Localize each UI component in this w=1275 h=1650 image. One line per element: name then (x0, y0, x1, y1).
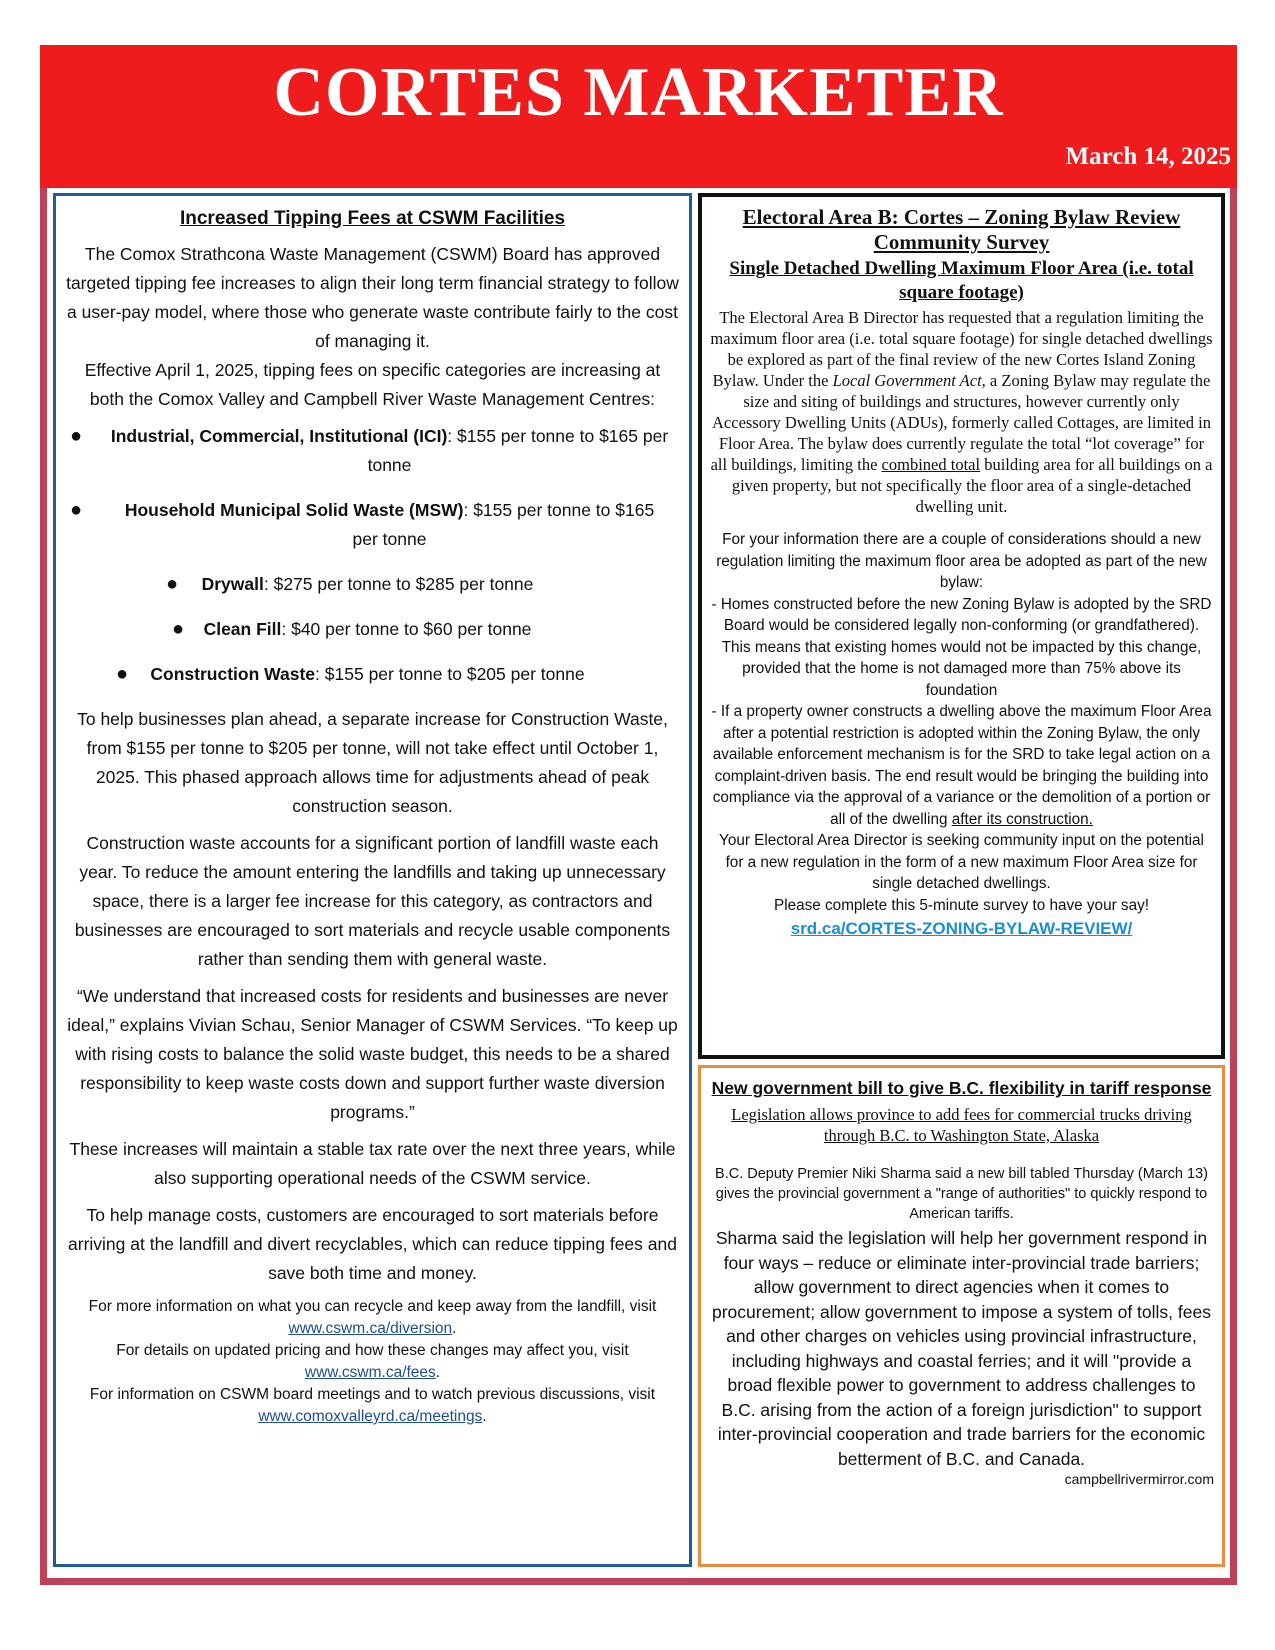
fees-link[interactable]: www.cswm.ca/fees (304, 1364, 436, 1381)
tipping-fees-article (53, 193, 692, 1567)
zoning-survey-article (698, 193, 1225, 1059)
consideration-grandfathered: - Homes constructed before the new Zoning Bylaw is adopted by the SRD Board would be considered legally non-conforming (or grandfathered). This means that existing homes would not be impacted by this change, provided that the home is not damaged more than 75% above its foundation (711, 595, 1212, 699)
bullet-icon: ● (116, 663, 129, 685)
bullet-icon: ● (70, 425, 83, 447)
bullet-icon: ● (172, 618, 185, 640)
plan-ahead-paragraph: To help businesses plan ahead, a separate increase for Construction Waste, from $155 per tonne to $205 per tonne, will not take effect until October 1, 2025. This phased approach allows time for adjustments ahead of peak construction season. (77, 709, 668, 816)
content-area (47, 188, 1230, 1578)
issue-date: March 14, 2025 (1065, 143, 1231, 170)
director-input-paragraph: Your Electoral Area Director is seeking community input on the potential for a new regulation in the form of a new maximum Floor Area size for single detached dwellings. (719, 832, 1204, 892)
zoning-article-title: Electoral Area B: Cortes – Zoning Bylaw Review Community Survey (742, 205, 1181, 254)
tariff-paragraph-2: Sharma said the legislation will help her government respond in four ways – reduce or eliminate inter-provincial trade barriers; allow government to direct agencies when it comes to procurement; allow government to impose a system of tolls, fees and other charges on vehicles using provincial infrastructure, including highways and coastal ferries; and it will "provide a broad flexible power to government to address challenges to B.C. arising from the action of a foreign jurisdiction" to support inter-provincial cooperation and trade barriers for the economic betterment of B.C. and Canada. (712, 1228, 1211, 1469)
zoning-article-subtitle: Single Detached Dwelling Maximum Floor Area (i.e. total square footage) (729, 258, 1194, 303)
newsletter-page (40, 45, 1237, 1585)
masthead-banner (40, 45, 1237, 188)
more-info-footer: For more information on what you can recycle and keep away from the landfill, visit www.cswm.ca/diversion. For details on updated pricing and how these changes may affect you, visit www.cswm.ca/fees. For information on CSWM board meetings and to watch previous discussions, visit www.comoxvalleyrd.ca/meetings. (88, 1298, 657, 1425)
list-item: ● Household Municipal Solid Waste (MSW): $155 per tonne to $165 per tonne (66, 496, 679, 554)
survey-call-to-action: Please complete this 5-minute survey to have your say! (774, 896, 1149, 914)
bullet-icon: ● (166, 573, 179, 595)
zoning-intro-paragraph: The Electoral Area B Director has requested that a regulation limiting the maximum floor area (i.e. total square footage) for single detached dwellings be explored as part of the final review of the new Cortes Island Zoning Bylaw. Under the Local Government Act, a Zoning Bylaw may regulate the size and siting of buildings and structures, however currently only Accessory Dwelling Units (ADUs), formerly called Cottages, are limited in Floor Area. The bylaw does currently regulate the total “lot coverage” for all buildings, limiting the combined total building area for all buildings on a given property, but not specifically the floor area of a single-detached dwelling unit. (710, 308, 1213, 516)
article-intro: The Comox Strathcona Waste Management (CSWM) Board has approved targeted tipping fee increases to align their long term financial strategy to follow a user-pay model, where those who generate waste contribute fairly to the cost of managing it. (66, 244, 679, 351)
list-item: ● Drywall: $275 per tonne to $285 per tonne (66, 570, 679, 599)
tariff-paragraph-1: B.C. Deputy Premier Niki Sharma said a new bill tabled Thursday (March 13) gives the provincial government a "range of authorities" to quickly respond to American tariffs. (715, 1166, 1208, 1222)
diversion-link[interactable]: www.cswm.ca/diversion (288, 1320, 453, 1337)
masthead-title: CORTES MARKETER (273, 54, 1004, 131)
survey-link[interactable]: srd.ca/CORTES-ZONING-BYLAW-REVIEW/ (790, 919, 1133, 938)
list-item: ● Clean Fill: $40 per tonne to $60 per tonne (66, 615, 679, 644)
considerations-block (710, 529, 1213, 916)
tax-rate-paragraph: These increases will maintain a stable tax rate over the next three years, while also supporting operational needs of the CSWM service. (69, 1139, 676, 1188)
fee-list (66, 422, 679, 689)
construction-waste-paragraph: Construction waste accounts for a significant portion of landfill waste each year. To reduce the amount entering the landfills and taking up unnecessary space, there is a larger fee increase for this category, as contractors and businesses are encouraged to sort materials and recycle usable components rather than sending them with general waste. (74, 833, 671, 969)
quote-paragraph: “We understand that increased costs for residents and businesses are never ideal,” explains Vivian Schau, Senior Manager of CSWM Services. “To keep up with rising costs to balance the solid waste budget, this needs to be a shared responsibility to keep waste costs down and support further waste diversion programs.” (67, 986, 678, 1122)
sort-materials-paragraph: To help manage costs, customers are encouraged to sort materials before arriving at the landfill and divert recyclables, which can reduce tipping fees and save both time and money. (68, 1205, 677, 1283)
tariff-article (698, 1065, 1225, 1567)
list-item: ● Construction Waste: $155 per tonne to $205 per tonne (66, 660, 679, 689)
article-title: Increased Tipping Fees at CSWM Facilities (179, 208, 566, 229)
consideration-enforcement: - If a property owner constructs a dwelling above the maximum Floor Area after a potential restriction is adopted within the Zoning Bylaw, the only available enforcement mechanism is for the SRD to take legal action on a complaint-driven basis. The end result would be bringing the building into compliance via the approval of a variance or the demolition of a portion or all of the dwelling after its construction. (711, 703, 1212, 828)
considerations-intro: For your information there are a couple of considerations should a new regulation limiting the maximum floor area be adopted as part of the new bylaw: (716, 531, 1207, 591)
list-item: ● Industrial, Commercial, Institutional (ICI): $155 per tonne to $165 per tonne (66, 422, 679, 480)
bullet-icon: ● (70, 499, 83, 521)
tariff-article-subtitle: Legislation allows province to add fees for commercial trucks driving through B.C. to Washington State, Alaska (731, 1105, 1192, 1145)
tariff-article-title: New government bill to give B.C. flexibility in tariff response (711, 1078, 1212, 1098)
source-credit: campbellrivermirror.com (1064, 1471, 1214, 1487)
effective-date-paragraph: Effective April 1, 2025, tipping fees on specific categories are increasing at both the Comox Valley and Campbell River Waste Management Centres: (84, 360, 661, 409)
meetings-link[interactable]: www.comoxvalleyrd.ca/meetings (258, 1408, 483, 1425)
